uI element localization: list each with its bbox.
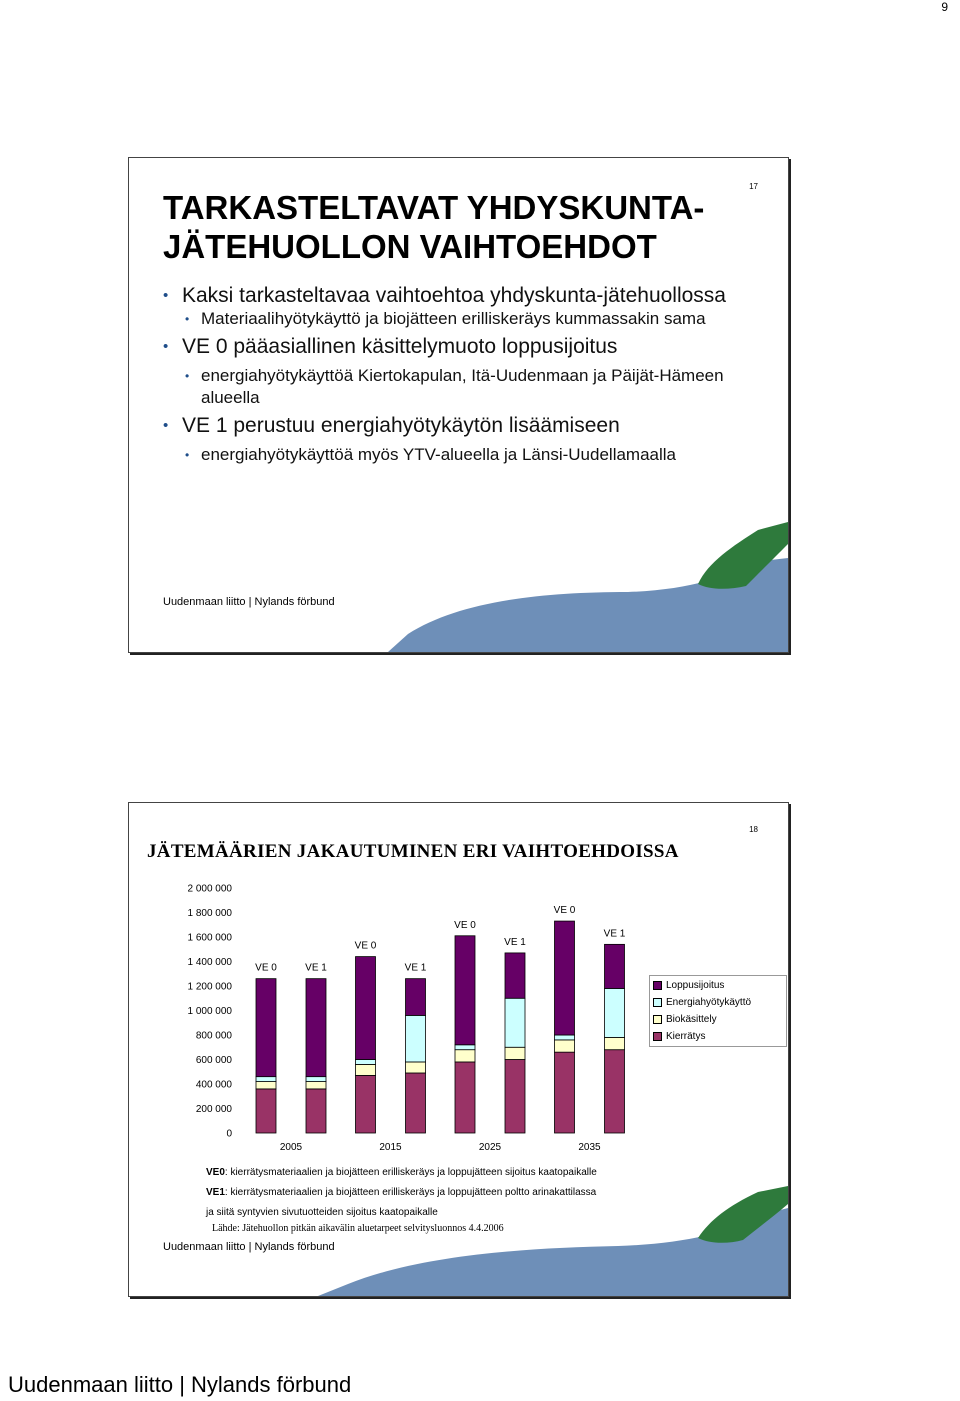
bar-segment bbox=[306, 1082, 326, 1089]
bar-segment bbox=[605, 1050, 625, 1133]
bar-label: VE 0 bbox=[354, 940, 377, 952]
slide-number: 18 bbox=[749, 825, 758, 834]
bar-segment bbox=[406, 1015, 426, 1062]
bar-segment bbox=[605, 1037, 625, 1049]
legend-swatch bbox=[653, 1015, 662, 1024]
legend-item bbox=[653, 1011, 783, 1028]
x-tick-label: 2035 bbox=[578, 1142, 601, 1153]
bar-segment bbox=[256, 1089, 276, 1133]
bullet-item: • VE 1 perustuu energiahyötykäytön lisäämiseen bbox=[163, 413, 743, 438]
x-tick-label: 2015 bbox=[379, 1142, 402, 1153]
slide-title: TARKASTELTAVAT YHDYSKUNTA-JÄTEHUOLLON VAIHTOEHDOT bbox=[163, 189, 705, 265]
y-tick-label: 2 000 000 bbox=[187, 883, 232, 895]
chart-legend bbox=[649, 975, 787, 1047]
y-tick-label: 1 000 000 bbox=[187, 1006, 232, 1017]
bar-segment bbox=[455, 1045, 475, 1050]
bar-segment bbox=[505, 1060, 525, 1134]
y-tick-label: 1 400 000 bbox=[187, 957, 232, 968]
x-tick-label: 2005 bbox=[279, 1142, 303, 1153]
bullet-item: • VE 0 pääasiallinen käsittelymuoto loppusijoitus bbox=[163, 334, 743, 359]
bar-label: VE 1 bbox=[603, 928, 626, 940]
bar-segment bbox=[555, 1035, 575, 1040]
y-tick-label: 200 000 bbox=[195, 1104, 232, 1115]
legend-swatch bbox=[653, 981, 662, 990]
bar-label: VE 0 bbox=[553, 905, 576, 917]
legend-label: Energiahyötykäyttö bbox=[666, 997, 752, 1008]
y-tick-label: 600 000 bbox=[195, 1055, 232, 1066]
legend-item bbox=[653, 994, 783, 1011]
bar-segment bbox=[505, 1047, 525, 1059]
slide-18 bbox=[128, 802, 789, 1297]
sub-bullet-item: • energiahyötykäyttöä myös YTV-alueella ja Länsi-Uudellamaalla bbox=[163, 444, 743, 466]
note-line bbox=[206, 1163, 597, 1183]
y-tick-label: 1 800 000 bbox=[187, 908, 232, 919]
note-line bbox=[206, 1203, 597, 1223]
bar-segment bbox=[455, 1062, 475, 1133]
bar-label: VE 0 bbox=[255, 962, 277, 974]
bar-label: VE 1 bbox=[305, 962, 327, 974]
y-tick-label: 1 200 000 bbox=[187, 981, 232, 993]
slide-number: 17 bbox=[749, 182, 758, 191]
y-tick-label: 0 bbox=[226, 1128, 232, 1140]
y-tick-label: 1 600 000 bbox=[187, 932, 232, 944]
legend-swatch bbox=[653, 1032, 662, 1041]
bar-segment bbox=[455, 1050, 475, 1062]
note-label: VE0 bbox=[206, 1167, 225, 1178]
bar-segment bbox=[356, 1060, 376, 1065]
bar-segment bbox=[256, 1082, 276, 1089]
bar-segment bbox=[356, 957, 376, 1060]
page-footer: Uudenmaan liitto | Nylands förbund bbox=[8, 1372, 352, 1397]
bar-segment bbox=[406, 1062, 426, 1073]
bar-segment bbox=[306, 979, 326, 1077]
bar-label: VE 1 bbox=[504, 936, 526, 948]
bar-segment bbox=[505, 998, 525, 1047]
bar-segment bbox=[306, 1077, 326, 1082]
bar-segment bbox=[605, 988, 625, 1037]
chart-title: JÄTEMÄÄRIEN JAKAUTUMINEN ERI VAIHTOEHDOISSA bbox=[147, 841, 679, 862]
slide-footer: Uudenmaan liitto | Nylands förbund bbox=[163, 1241, 335, 1253]
bar-segment bbox=[406, 1073, 426, 1133]
legend-label: Biokäsittely bbox=[666, 1014, 717, 1025]
bullet-item: • Kaksi tarkasteltavaa vaihtoehtoa yhdyskunta-jätehuollossa bbox=[163, 283, 743, 308]
legend-swatch bbox=[653, 998, 662, 1007]
slide-footer: Uudenmaan liitto | Nylands förbund bbox=[163, 596, 335, 608]
note-label: VE1 bbox=[206, 1187, 225, 1198]
note-text: : kierrätysmateriaalien ja biojätteen erilliskeräys ja loppujätteen sijoitus kaatopaikalle bbox=[224, 1167, 597, 1178]
note-text: : kierrätysmateriaalien ja biojätteen erilliskeräys ja loppujätteen poltto arinakattilassa bbox=[224, 1187, 597, 1198]
bar-label: VE 0 bbox=[454, 919, 476, 931]
legend-label: Kierrätys bbox=[666, 1031, 706, 1042]
map-decoration bbox=[388, 522, 788, 652]
page-number: 9 bbox=[941, 0, 948, 14]
y-tick-label: 400 000 bbox=[195, 1079, 232, 1091]
bar-segment bbox=[356, 1075, 376, 1133]
bar-segment bbox=[356, 1064, 376, 1075]
sub-bullet-item: • energiahyötykäyttöä Kiertokapulan, Itä-Uudenmaan ja Päijät-Hämeen alueella bbox=[163, 365, 743, 409]
bar-segment bbox=[505, 953, 525, 998]
bar-segment bbox=[555, 1052, 575, 1133]
note-line bbox=[206, 1183, 597, 1203]
x-tick-label: 2025 bbox=[478, 1142, 502, 1153]
bar-segment bbox=[555, 921, 575, 1035]
bar-segment bbox=[555, 1040, 575, 1052]
note-text: ja siitä syntyvien sivutuotteiden sijoitus kaatopaikalle bbox=[206, 1207, 438, 1218]
legend-item bbox=[653, 977, 783, 994]
legend-item bbox=[653, 1028, 783, 1045]
bullet-list bbox=[163, 283, 743, 466]
bar-segment bbox=[306, 1089, 326, 1133]
bar-segment bbox=[256, 1077, 276, 1082]
bar-segment bbox=[605, 944, 625, 988]
bar-label: VE 1 bbox=[404, 962, 427, 974]
bar-segment bbox=[256, 979, 276, 1077]
legend-label: Loppusijoitus bbox=[666, 980, 725, 991]
bar-segment bbox=[455, 936, 475, 1045]
sub-bullet-item: • Materiaalihyötykäyttö ja biojätteen erilliskeräys kummassakin sama bbox=[163, 308, 743, 330]
y-tick-label: 800 000 bbox=[195, 1030, 232, 1042]
source-note: Lähde: Jätehuollon pitkän aikavälin aluetarpeet selvitysluonnos 4.4.2006 bbox=[212, 1223, 504, 1234]
slide-17 bbox=[128, 157, 789, 653]
bar-segment bbox=[406, 979, 426, 1016]
chart-notes bbox=[206, 1163, 597, 1223]
